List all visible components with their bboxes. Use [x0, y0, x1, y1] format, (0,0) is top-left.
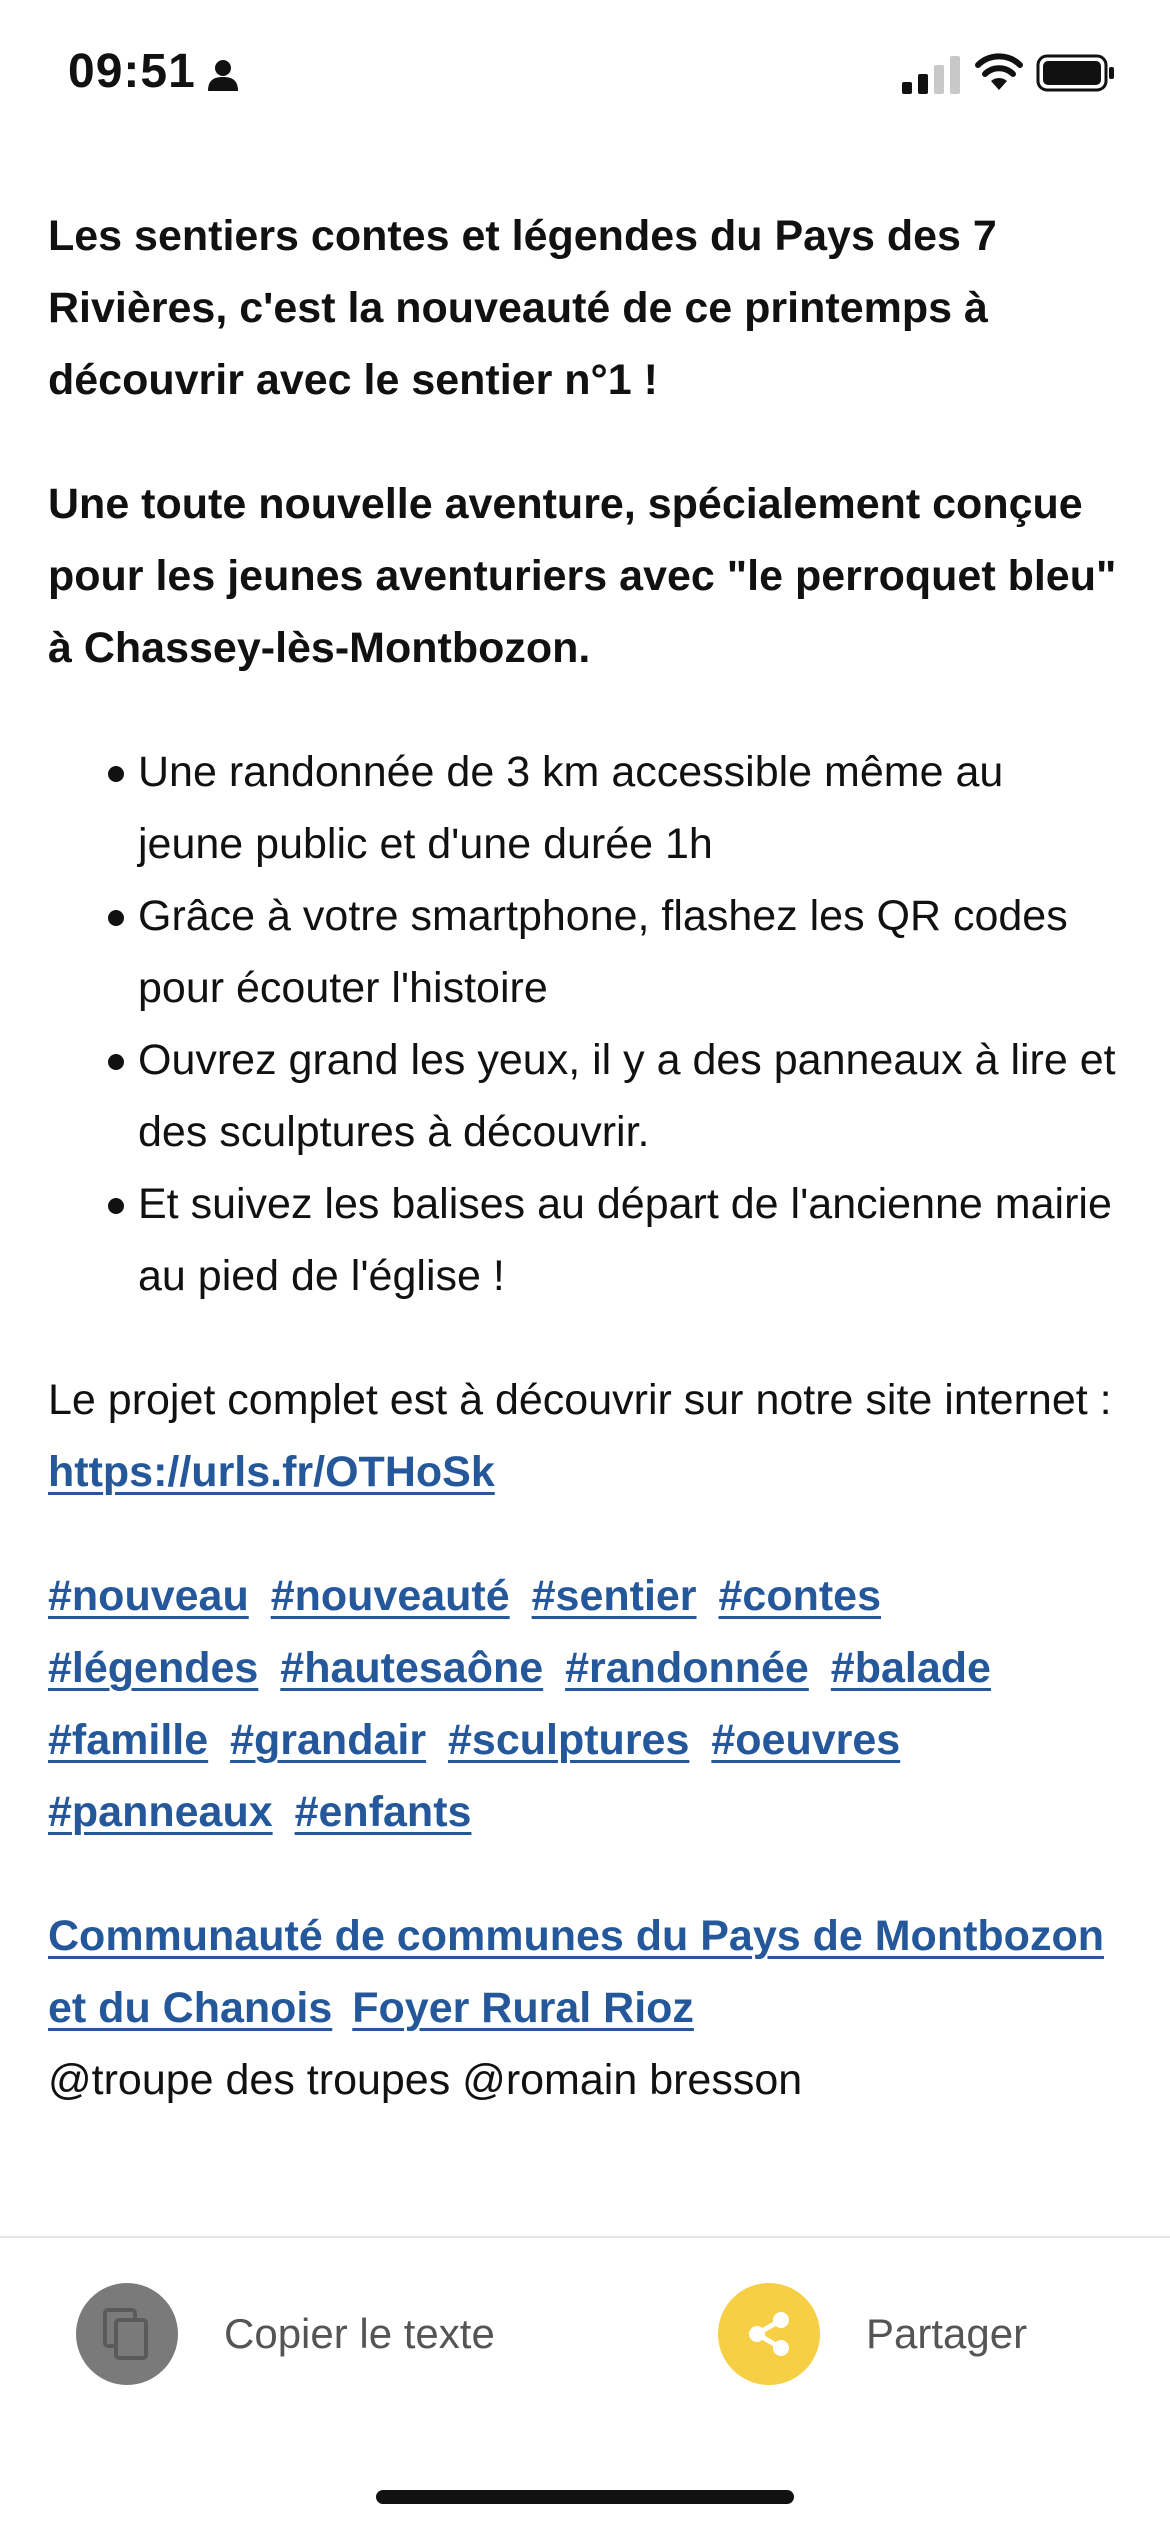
copy-text-label: Copier le texte	[224, 2310, 495, 2357]
status-time: 09:51	[68, 45, 196, 98]
hashtag-link[interactable]: #sentier	[531, 1572, 697, 1620]
list-item: Grâce à votre smartphone, flashez les QR codes pour écouter l'histoire	[138, 880, 1118, 1024]
features-list	[48, 736, 1118, 1312]
hashtag-link[interactable]: #sculptures	[448, 1716, 690, 1764]
hashtag-link[interactable]: #famille	[48, 1716, 209, 1764]
credit-link-communaute[interactable]: Communauté de communes du Pays de Montbozon et du Chanois	[48, 1912, 1104, 2032]
intro-paragraph-1: Les sentiers contes et légendes du Pays des 7 Rivières, c'est la nouveauté de ce printemps à découvrir avec le sentier n°1 !	[48, 212, 997, 404]
intro-paragraph-2: Une toute nouvelle aventure, spécialement conçue pour les jeunes aventuriers avec "le perroquet bleu" à Chassey-lès-Montbozon.	[48, 480, 1117, 672]
share-button[interactable]	[718, 2282, 1027, 2386]
wifi-icon	[975, 52, 1023, 92]
hashtag-link[interactable]: #hautesaône	[280, 1644, 544, 1692]
mentions-text: @troupe des troupes @romain bresson	[48, 2056, 803, 2104]
project-paragraph	[48, 1364, 1118, 1508]
signal-icon	[902, 54, 960, 94]
project-text: Le projet complet est à découvrir sur notre site internet :	[48, 1376, 1112, 1424]
hashtag-link[interactable]: #nouveau	[48, 1572, 249, 1620]
hashtag-link[interactable]: #contes	[718, 1572, 882, 1620]
hashtag-link[interactable]: #enfants	[294, 1788, 472, 1836]
project-link[interactable]: https://urls.fr/OTHoSk	[48, 1448, 495, 1496]
list-item: Une randonnée de 3 km accessible même au jeune public et d'une durée 1h	[138, 736, 1118, 880]
copy-icon	[76, 2283, 178, 2385]
credits	[48, 1900, 1118, 2116]
credit-link-foyer-rural[interactable]: Foyer Rural Rioz	[352, 1984, 694, 2032]
hashtags	[48, 1560, 1118, 1848]
share-label: Partager	[866, 2310, 1028, 2357]
hashtag-link[interactable]: #randonnée	[565, 1644, 809, 1692]
copy-text-button[interactable]	[76, 2282, 495, 2386]
post-content	[48, 200, 1118, 2168]
hashtag-link[interactable]: #balade	[830, 1644, 991, 1692]
person-icon	[206, 58, 240, 92]
battery-icon	[1036, 54, 1116, 92]
hashtag-link[interactable]: #grandair	[230, 1716, 427, 1764]
hashtag-link[interactable]: #panneaux	[48, 1788, 273, 1836]
list-item: Ouvrez grand les yeux, il y a des panneaux à lire et des sculptures à découvrir.	[138, 1024, 1118, 1168]
hashtag-link[interactable]: #nouveauté	[270, 1572, 510, 1620]
hashtag-link[interactable]: #légendes	[48, 1644, 259, 1692]
bottom-action-bar	[0, 2238, 1170, 2438]
hashtag-link[interactable]: #oeuvres	[711, 1716, 901, 1764]
status-bar	[0, 0, 1170, 150]
share-icon	[718, 2283, 820, 2385]
home-indicator[interactable]	[376, 2490, 794, 2504]
list-item: Et suivez les balises au départ de l'ancienne mairie au pied de l'église !	[138, 1168, 1118, 1312]
